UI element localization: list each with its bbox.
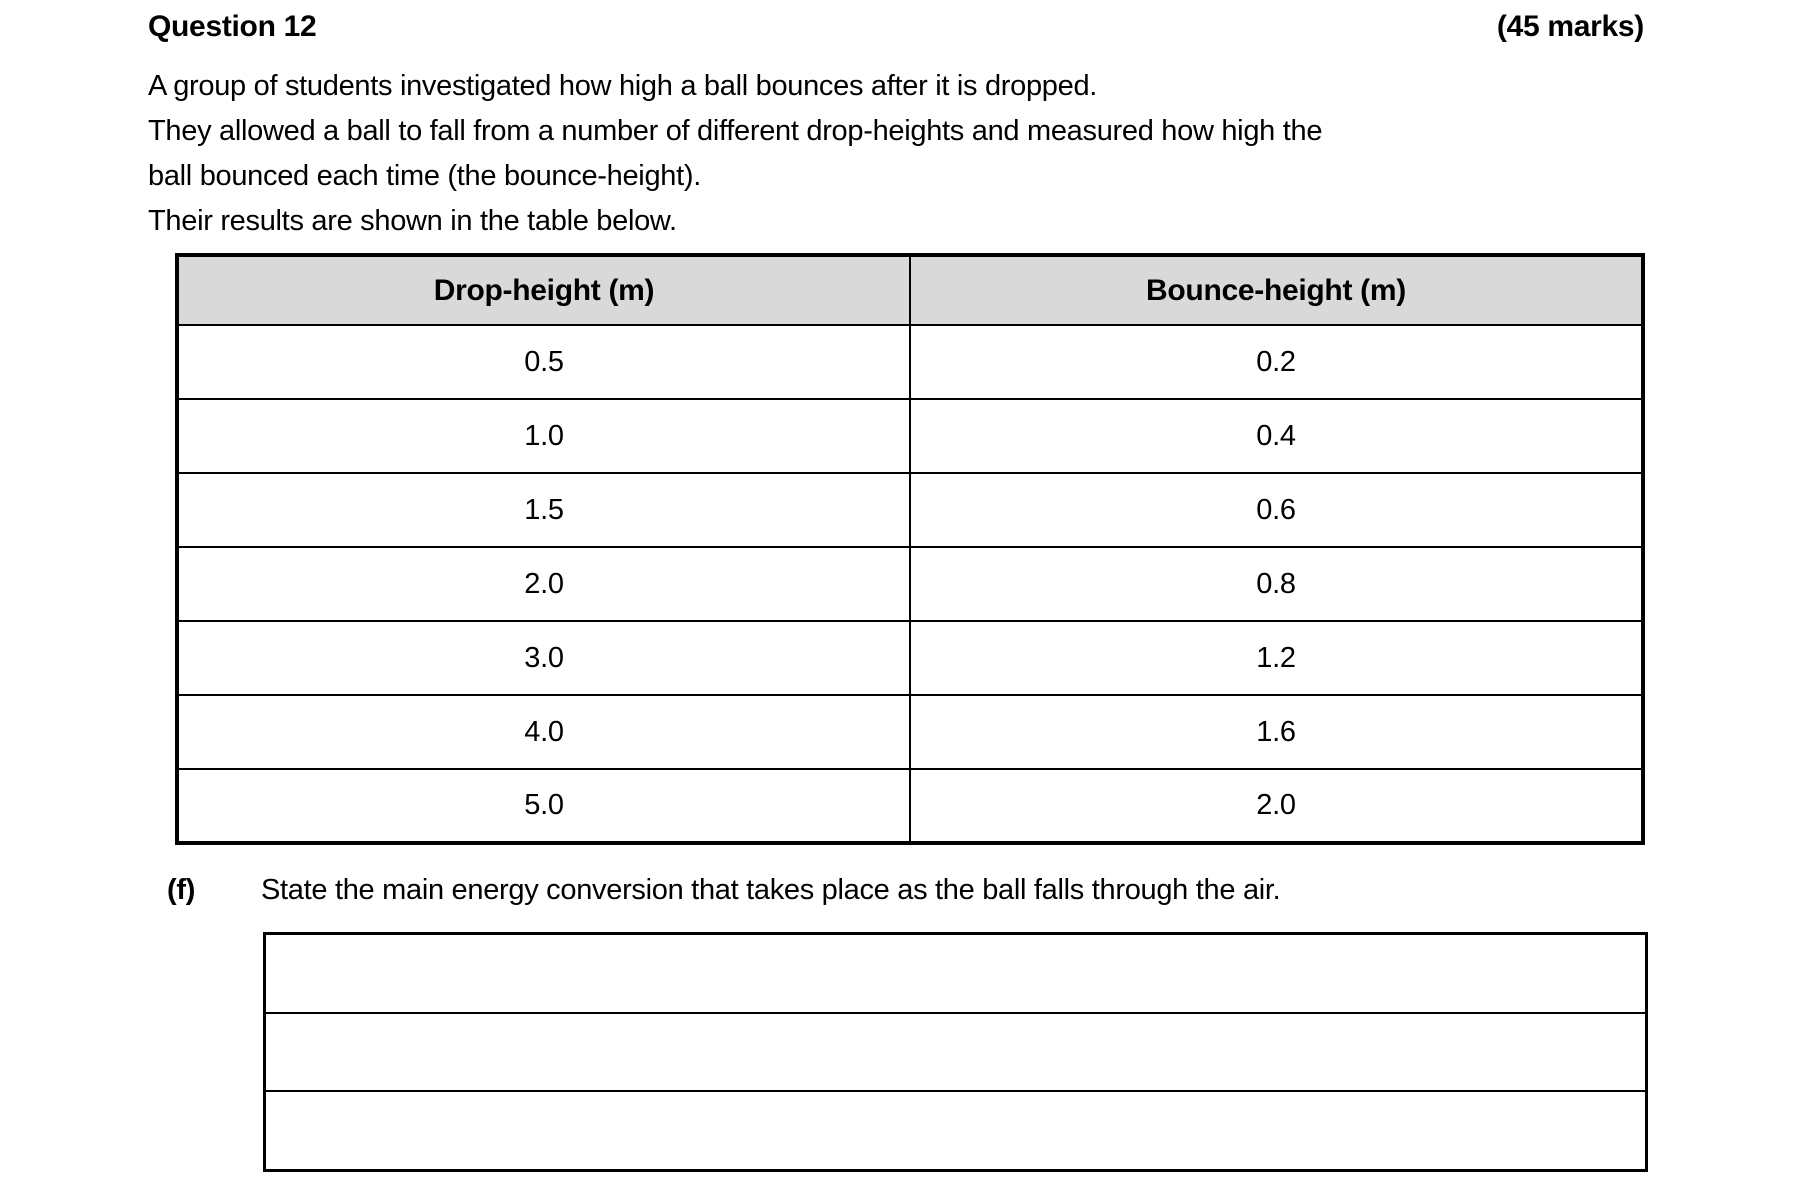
answer-line-1[interactable] — [266, 935, 1645, 1014]
drop-height-cell: 3.0 — [177, 621, 910, 695]
table-row — [177, 695, 1643, 769]
question-header-row — [148, 10, 1644, 44]
column-header-bounce-height: Bounce-height (m) — [910, 255, 1643, 325]
table-row — [177, 769, 1643, 843]
drop-height-cell: 1.0 — [177, 399, 910, 473]
drop-height-cell: 4.0 — [177, 695, 910, 769]
bounce-height-cell: 1.6 — [910, 695, 1643, 769]
question-intro — [148, 64, 1648, 244]
column-header-drop-height: Drop-height (m) — [177, 255, 910, 325]
answer-line-3[interactable] — [266, 1092, 1645, 1169]
drop-height-cell: 2.0 — [177, 547, 910, 621]
part-f-row — [167, 874, 1647, 907]
part-f-question: State the main energy conversion that takes place as the ball falls through the air. — [261, 874, 1281, 906]
bounce-height-cell: 0.2 — [910, 325, 1643, 399]
intro-line-1: A group of students investigated how high a ball bounces after it is dropped. — [148, 70, 1098, 102]
part-f-label: (f) — [167, 874, 196, 906]
table-row — [177, 473, 1643, 547]
results-table — [175, 253, 1645, 845]
drop-height-cell: 0.5 — [177, 325, 910, 399]
table-row — [177, 399, 1643, 473]
drop-height-cell: 5.0 — [177, 769, 910, 843]
intro-line-2: They allowed a ball to fall from a number of different drop-heights and measured how high the — [148, 115, 1323, 147]
bounce-height-cell: 0.6 — [910, 473, 1643, 547]
table-row — [177, 621, 1643, 695]
answer-line-2[interactable] — [266, 1014, 1645, 1093]
bounce-height-cell: 2.0 — [910, 769, 1643, 843]
table-header-row — [177, 255, 1643, 325]
intro-line-4: Their results are shown in the table below. — [148, 205, 677, 237]
bounce-height-cell: 0.4 — [910, 399, 1643, 473]
intro-line-3: ball bounced each time (the bounce-height). — [148, 160, 701, 192]
table-row — [177, 547, 1643, 621]
drop-height-cell: 1.5 — [177, 473, 910, 547]
answer-box[interactable] — [263, 932, 1648, 1172]
marks-label: (45 marks) — [1496, 10, 1644, 43]
bounce-height-cell: 1.2 — [910, 621, 1643, 695]
table-row — [177, 325, 1643, 399]
question-title: Question 12 — [148, 10, 317, 43]
bounce-height-cell: 0.8 — [910, 547, 1643, 621]
